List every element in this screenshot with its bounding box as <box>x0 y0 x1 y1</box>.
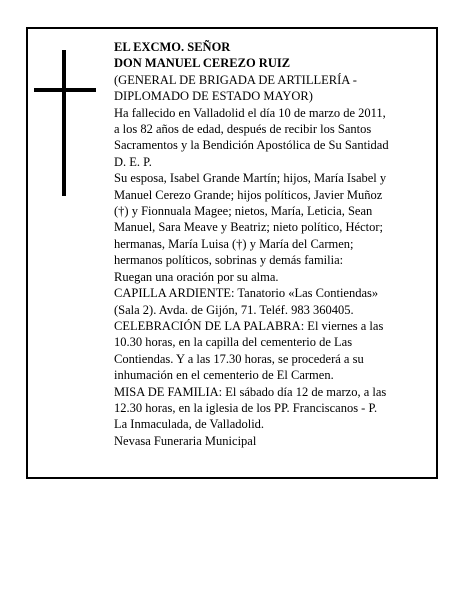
cross-horizontal-bar <box>34 88 96 92</box>
family-list: Su esposa, Isabel Grande Martín; hijos, María Isabel y Manuel Cerezo Grande; hijos políticos, Javier Muñoz (†) y Fionnuala Magee; nietos, María, Leticia, Sean Manuel, Sara Meave y Beatriz; nieto político, Héctor; hermanas, María Luisa (†) y María del Carmen; hermanos políticos, sobrinas y demás familia: <box>114 171 387 268</box>
death-announcement: Ha fallecido en Valladolid el día 10 de marzo de 2011, a los 82 años de edad, después de recibir los Santos Sacramentos y la Bendición Apostólica de Su Santidad D. E. P. <box>114 105 389 169</box>
cross-vertical-bar <box>62 50 66 196</box>
mass-info: MISA DE FAMILIA: El sábado día 12 de marzo, a las 12.30 horas, en la iglesia de los PP. Franciscanos - P. La Inmaculada, de Valladolid. <box>114 384 387 432</box>
prayer-request: Ruegan una oración por su alma. <box>114 269 279 284</box>
obituary-text <box>114 39 426 449</box>
rank-line: (GENERAL DE BRIGADA DE ARTILLERÍA - DIPLOMADO DE ESTADO MAYOR) <box>114 72 357 104</box>
funeral-home: Nevasa Funeraria Municipal <box>114 433 257 448</box>
celebration-info: CELEBRACIÓN DE LA PALABRA: El viernes a las 10.30 horas, en la capilla del cementerio de Las Contiendas. Y a las 17.30 horas, se procederá a su inhumación en el cementerio de El Carmen. <box>114 318 384 383</box>
chapel-info: CAPILLA ARDIENTE: Tanatorio «Las Contiendas» (Sala 2). Avda. de Gijón, 71. Teléf. 983 360405. <box>114 286 379 317</box>
cross-icon <box>34 50 96 196</box>
deceased-name: DON MANUEL CEREZO RUIZ <box>114 56 291 71</box>
title-line: EL EXCMO. SEÑOR <box>114 40 231 54</box>
